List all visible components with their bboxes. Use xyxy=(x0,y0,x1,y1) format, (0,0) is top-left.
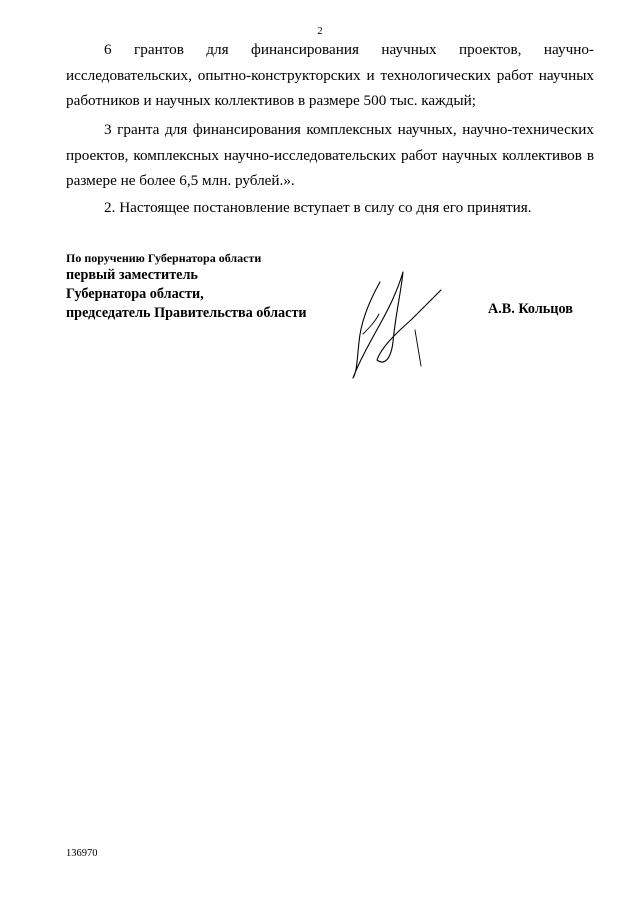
signatory-title-line: первый заместитель xyxy=(66,267,198,283)
page-number: 2 xyxy=(317,26,323,37)
paragraph-line: 3 гранта для финансирования комплексных научных, научно-технических xyxy=(104,121,594,138)
paragraph-line: исследовательских, опытно-конструкторских и технологических работ научных xyxy=(66,66,594,84)
paragraph-grants-6 xyxy=(66,37,594,114)
paragraph-line: 2. Настоящее постановление вступает в силу со дня его принятия. xyxy=(104,199,532,216)
signatory-title-line: Губернатора области, xyxy=(66,286,204,302)
handwritten-signature xyxy=(335,262,445,382)
signatory-authority: По поручению Губернатора области xyxy=(66,251,262,265)
paragraph-effective-date xyxy=(66,195,594,221)
signer-name: А.В. Кольцов xyxy=(488,301,573,317)
document-code: 136970 xyxy=(66,848,98,859)
paragraph-grants-3 xyxy=(66,117,594,194)
paragraph-line: работников и научных коллективов в размере 500 тыс. каждый; xyxy=(66,92,476,109)
signatory-title-line: председатель Правительства области xyxy=(66,305,307,321)
paragraph-line: проектов, комплексных научно-исследовательских работ научных коллективов в xyxy=(66,146,594,164)
paragraph-line: 6 грантов для финансирования научных проектов, научно- xyxy=(104,41,594,58)
signature-block xyxy=(66,250,307,323)
paragraph-line: размере не более 6,5 млн. рублей.». xyxy=(66,172,295,189)
